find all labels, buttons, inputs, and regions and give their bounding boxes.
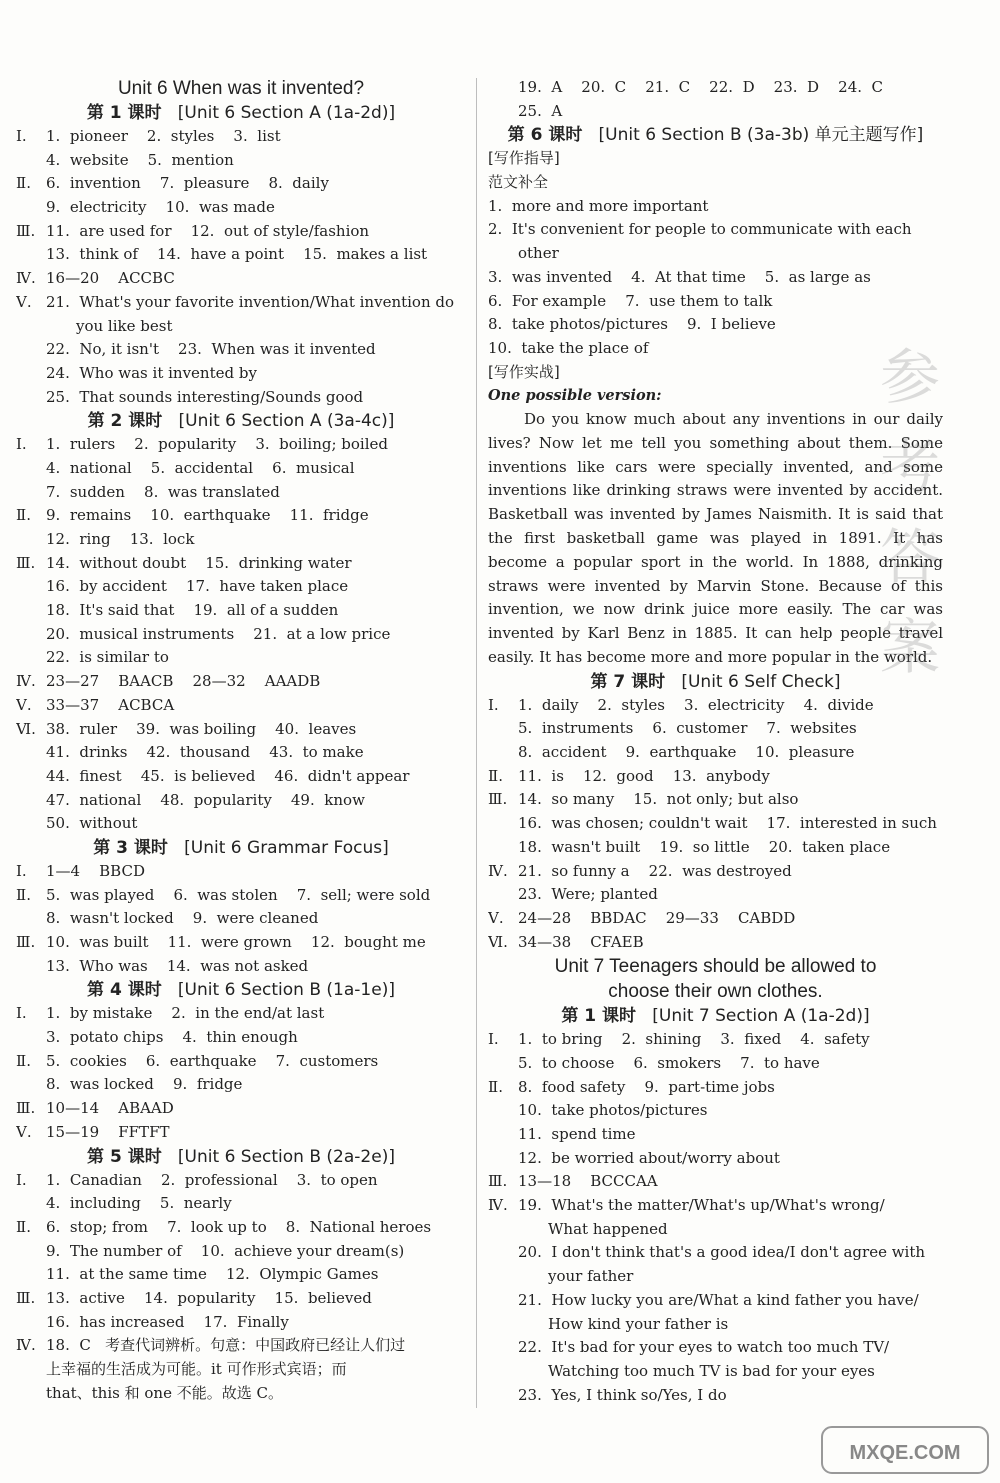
- answer-text: 16. has increased 17. Finally: [46, 1312, 289, 1331]
- answer-line: [16, 907, 466, 931]
- section-number: Ⅱ.: [16, 506, 31, 525]
- answer-line: [488, 694, 943, 718]
- answer-text: 1. more and more important: [488, 196, 709, 215]
- answer-line: [16, 1382, 466, 1406]
- answer-text: 34—38 CFAEB: [518, 932, 644, 951]
- answer-line: [16, 646, 466, 670]
- answer-line: [488, 765, 943, 789]
- answer-line: [488, 1218, 943, 1242]
- answer-text: 上幸福的生活成为可能。it 可作形式宾语；而: [46, 1360, 347, 1378]
- column-divider: [476, 78, 477, 1408]
- answer-line: [488, 1052, 943, 1076]
- answer-line: [16, 457, 466, 481]
- section-number: Ⅲ.: [16, 221, 36, 240]
- answer-text: 14. without doubt 15. drinking water: [46, 553, 352, 572]
- answer-text: 23. Yes, I think so/Yes, I do: [518, 1385, 727, 1404]
- answer-line: [16, 789, 466, 813]
- answer-line: [16, 599, 466, 623]
- answer-text: 7. sudden 8. was translated: [46, 482, 280, 501]
- lesson-title: [Unit 6 Section B (2a-2e)]: [177, 1146, 395, 1167]
- answer-line: [16, 1311, 466, 1335]
- answer-text: 15—19 FFTFT: [46, 1122, 170, 1141]
- answer-line: [16, 884, 466, 908]
- answer-line: [488, 860, 943, 884]
- answer-line: [488, 931, 943, 955]
- answer-text: 10. take the place of: [488, 338, 649, 357]
- lesson-label: 第 1 课时: [86, 103, 162, 123]
- answer-line: [16, 670, 466, 694]
- right-column: [488, 76, 943, 1407]
- answer-text: Watching too much TV is bad for your eyes: [548, 1361, 875, 1380]
- answer-text: 33—37 ACBCA: [46, 695, 175, 714]
- answer-text: 16—20 ACCBC: [46, 269, 175, 288]
- lesson-label: 第 1 课时: [561, 1006, 637, 1027]
- logo-text: MXQE.COM: [849, 1442, 961, 1464]
- section-number: Ⅱ.: [16, 1217, 31, 1236]
- section-number: Ⅲ.: [16, 1288, 36, 1307]
- answer-text: 8. wasn't locked 9. were cleaned: [46, 909, 319, 928]
- answer-line: [16, 1121, 466, 1145]
- answer-text: 22. is similar to: [46, 648, 169, 667]
- answer-line: [488, 1289, 943, 1313]
- answer-text: 4. including 5. nearly: [46, 1194, 232, 1213]
- answer-line: [488, 195, 943, 219]
- answer-text: 18. It's said that 19. all of a sudden: [46, 601, 339, 620]
- answer-text: 10. was built 11. were grown 12. bought me: [46, 933, 426, 951]
- answer-text: that、this 和 one 不能。故选 C。: [46, 1383, 283, 1402]
- answer-line: [488, 1028, 943, 1052]
- answer-text: 5. was played 6. was stolen 7. sell; were sold: [46, 885, 431, 904]
- answer-text: 9. electricity 10. was made: [46, 198, 275, 217]
- answer-text: 8. take photos/pictures 9. I believe: [488, 315, 776, 334]
- section-number: Ⅰ.: [16, 1170, 27, 1189]
- answer-line: [16, 931, 466, 955]
- answer-text: 5. to choose 6. smokers 7. to have: [518, 1053, 820, 1072]
- right-top-block: [488, 76, 943, 408]
- answer-line: [488, 266, 943, 290]
- answer-line: [16, 1192, 466, 1216]
- section-number: Ⅰ.: [488, 1030, 499, 1049]
- answer-text: 12. ring 13. lock: [46, 530, 195, 548]
- answer-text: 47. national 48. popularity 49. know: [46, 790, 365, 809]
- answer-line: [488, 717, 943, 741]
- answer-line: [488, 741, 943, 765]
- answer-text: 5. instruments 6. customer 7. websites: [518, 719, 857, 738]
- answer-line: [488, 242, 943, 266]
- section-number: Ⅰ.: [16, 435, 27, 454]
- section-number: Ⅰ.: [16, 861, 27, 880]
- section-number: Ⅳ.: [16, 1336, 36, 1355]
- answer-line: [16, 433, 466, 457]
- answer-line: [16, 1026, 466, 1050]
- answer-text: 8. accident 9. earthquake 10. pleasure: [518, 743, 855, 762]
- answer-text: 9. The number of 10. achieve your dream(s): [46, 1241, 405, 1260]
- site-logo: [820, 1423, 990, 1477]
- answer-text: 25. That sounds interesting/Sounds good: [46, 387, 364, 406]
- answer-line: [488, 290, 943, 314]
- section-number: Ⅵ.: [16, 719, 36, 738]
- lesson-heading: [16, 836, 466, 860]
- answer-text: 20. I don't think that's a good idea/I don't agree with: [518, 1243, 926, 1262]
- answer-text: 25. A: [518, 101, 563, 120]
- answer-text: 1. pioneer 2. styles 3. list: [46, 127, 281, 145]
- section-number: Ⅴ.: [16, 292, 32, 311]
- answer-line: [16, 765, 466, 789]
- answer-text: 6. stop; from 7. look up to 8. National heroes: [46, 1217, 432, 1236]
- answer-line: [16, 1216, 466, 1240]
- lesson-title: [Unit 6 Section B (1a-1e)]: [177, 980, 395, 1001]
- answer-text: 11. is 12. good 13. anybody: [518, 766, 770, 785]
- answer-text: What happened: [548, 1219, 668, 1238]
- lesson-heading: [16, 409, 466, 433]
- lesson-title: [Unit 6 Self Check]: [681, 671, 841, 692]
- answer-text: 11. spend time: [518, 1125, 636, 1144]
- right-bottom-block: [488, 670, 943, 1408]
- answer-line: [488, 1241, 943, 1265]
- answer-text: 9. remains 10. earthquake 11. fridge: [46, 506, 369, 525]
- answer-text: 10—14 ABAAD: [46, 1099, 174, 1118]
- answer-line: [488, 1099, 943, 1123]
- answer-line: [488, 313, 943, 337]
- section-number: Ⅴ.: [16, 1122, 32, 1141]
- answer-line: [16, 267, 466, 291]
- answer-line: [488, 1384, 943, 1408]
- answer-text: 1—4 BBCD: [46, 861, 145, 880]
- answer-line: [16, 1263, 466, 1287]
- answer-line: [488, 1265, 943, 1289]
- answer-text: 19. What's the matter/What's up/What's wrong/: [518, 1196, 885, 1215]
- answer-text: 19. A 20. C 21. C 22. D 23. D 24. C: [518, 78, 884, 96]
- answer-text: 16. by accident 17. have taken place: [46, 577, 349, 596]
- section-number: Ⅱ.: [16, 174, 31, 193]
- answer-line: [16, 552, 466, 576]
- section-number: Ⅰ.: [16, 1004, 27, 1023]
- answer-line: [16, 149, 466, 173]
- lesson-title: [Unit 7 Section A (1a-2d)]: [652, 1006, 870, 1027]
- answer-line: [16, 196, 466, 220]
- answer-line: [488, 100, 943, 124]
- answer-line: [16, 1169, 466, 1193]
- answer-line: [16, 291, 466, 315]
- answer-line: [488, 337, 943, 361]
- answer-line: [16, 1097, 466, 1121]
- answer-line: [488, 1313, 943, 1337]
- answer-text: 1. daily 2. styles 3. electricity 4. divide: [518, 695, 874, 714]
- section-number: Ⅰ.: [16, 127, 27, 145]
- answer-text: 13. active 14. popularity 15. believed: [46, 1288, 372, 1307]
- section-number: Ⅴ.: [488, 908, 504, 927]
- answer-text: 23. Were; planted: [518, 885, 658, 904]
- answer-line: [488, 1170, 943, 1194]
- section-label: [写作指导]: [488, 149, 560, 168]
- answer-text: 4. national 5. accidental 6. musical: [46, 458, 355, 477]
- answer-line: [488, 76, 943, 100]
- section-number: Ⅱ.: [16, 1051, 31, 1070]
- answer-text: 13. think of 14. have a point 15. makes a list: [46, 245, 428, 264]
- answer-text: 11. at the same time 12. Olympic Games: [46, 1265, 379, 1284]
- answer-line: [16, 386, 466, 410]
- answer-text: 8. food safety 9. part-time jobs: [518, 1077, 775, 1096]
- answer-line: [16, 860, 466, 884]
- answer-line: [488, 812, 943, 836]
- answer-text: 22. It's bad for your eyes to watch too much TV/: [518, 1338, 890, 1357]
- section-label: [写作实战]: [488, 362, 560, 381]
- answer-line: [488, 1076, 943, 1100]
- answer-text: 6. For example 7. use them to talk: [488, 291, 773, 310]
- answer-line: [16, 125, 466, 149]
- lesson-label: 第 4 课时: [87, 980, 162, 1001]
- answer-text: 21. How lucky you are/What a kind father you have/: [518, 1290, 919, 1309]
- answer-line: [16, 694, 466, 718]
- answer-text: 18. wasn't built 19. so little 20. taken place: [518, 837, 891, 856]
- answer-text: 1. rulers 2. popularity 3. boiling; boiled: [46, 435, 388, 454]
- lesson-heading: [488, 123, 943, 147]
- sample-essay: Do you know much about any inventions in our daily lives? Now let me tell you something about them. Some inventions like cars were specially invented, and some inventions like drinking straws were invented by accident. Basketball was invented by James Naismith. It is said that the first basketball game was played in 1891. It has become a popular sport in the world. In 1888, drinking straws were invented by Marvin Stone. Because of this invention, we now drink juice more easily. The car was invented by Karl Benz in 1885. It can help people travel easily. It has become more and more popular in the world.: [488, 409, 943, 666]
- section-number: Ⅲ.: [488, 1172, 508, 1191]
- section-number: Ⅰ.: [488, 695, 499, 714]
- lesson-title: [Unit 6 Section A (1a-2d)]: [177, 103, 396, 123]
- answer-text: 20. musical instruments 21. at a low price: [46, 624, 391, 643]
- answer-line: [16, 504, 466, 528]
- answer-text: 2. It's convenient for people to communicate with each: [488, 220, 912, 239]
- answer-line: [488, 1194, 943, 1218]
- answer-text: 16. was chosen; couldn't wait 17. interested in such: [518, 814, 937, 833]
- section-label: 范文补全: [488, 173, 549, 192]
- answer-text: 11. are used for 12. out of style/fashion: [46, 221, 370, 240]
- left-column: [16, 76, 466, 1405]
- answer-text: 14. so many 15. not only; but also: [518, 790, 799, 809]
- answer-text: 1. by mistake 2. in the end/at last: [46, 1004, 325, 1023]
- answer-line: [16, 955, 466, 979]
- section-number: Ⅳ.: [16, 672, 36, 691]
- answer-line: [16, 481, 466, 505]
- lesson-heading: [16, 101, 466, 125]
- answer-text: How kind your father is: [548, 1314, 729, 1333]
- answer-line: [16, 528, 466, 552]
- lesson-heading: [488, 1004, 943, 1028]
- answer-text: 1. Canadian 2. professional 3. to open: [46, 1170, 378, 1189]
- answer-line: [16, 1050, 466, 1074]
- answer-line: [16, 220, 466, 244]
- answer-text: 24—28 BBDAC 29—33 CABDD: [518, 908, 796, 927]
- answer-line: [488, 1336, 943, 1360]
- answer-text: 41. drinks 42. thousand 43. to make: [46, 743, 364, 762]
- section-number: Ⅱ.: [488, 766, 503, 785]
- section-number: Ⅳ.: [488, 861, 508, 880]
- section-number: Ⅴ.: [16, 695, 32, 714]
- answer-text: 5. cookies 6. earthquake 7. customers: [46, 1051, 379, 1070]
- answer-text: 22. No, it isn't 23. When was it invented: [46, 340, 376, 359]
- answer-line: [16, 1002, 466, 1026]
- watermark-char: 参: [880, 343, 940, 413]
- answer-text: 38. ruler 39. was boiling 40. leaves: [46, 719, 357, 738]
- lesson-title: [Unit 6 Section B (3a-3b) 单元主题写作]: [598, 125, 924, 146]
- answer-line: [488, 1147, 943, 1171]
- answer-line: [488, 788, 943, 812]
- answer-line: [16, 1240, 466, 1264]
- answer-line: [16, 1358, 466, 1382]
- answer-line: [16, 1334, 466, 1358]
- answer-text: other: [518, 244, 559, 263]
- answer-line: [16, 812, 466, 836]
- lesson-heading: [488, 670, 943, 694]
- answer-text: 1. to bring 2. shining 3. fixed 4. safety: [518, 1030, 870, 1049]
- answer-text: 10. take photos/pictures: [518, 1101, 708, 1120]
- answer-text: 18. C 考查代词辨析。句意：中国政府已经让人们过: [46, 1336, 406, 1355]
- answer-line: [16, 741, 466, 765]
- unit-title: Unit 7 Teenagers should be allowed to: [554, 956, 877, 978]
- essay-heading: One possible version:: [488, 387, 662, 405]
- section-number: Ⅲ.: [488, 790, 508, 809]
- lesson-label: 第 2 课时: [87, 411, 163, 432]
- lesson-title: [Unit 6 Section A (3a-4c)]: [178, 411, 395, 432]
- answer-text: 23—27 BAACB 28—32 AAADB: [46, 672, 321, 691]
- answer-line: [16, 338, 466, 362]
- answer-line: [16, 1287, 466, 1311]
- section-number: Ⅱ.: [488, 1077, 503, 1096]
- answer-line: [16, 362, 466, 386]
- answer-line: [488, 883, 943, 907]
- answer-text: 6. invention 7. pleasure 8. daily: [46, 174, 329, 193]
- answer-line: [488, 1360, 943, 1384]
- answer-text: 12. be worried about/worry about: [518, 1148, 780, 1167]
- watermark-char: 考: [880, 433, 940, 503]
- answer-text: 3. potato chips 4. thin enough: [46, 1028, 298, 1047]
- answer-text: 44. finest 45. is believed 46. didn't appear: [46, 766, 410, 785]
- answer-line: [488, 218, 943, 242]
- answer-line: [16, 1073, 466, 1097]
- answer-line: [488, 1123, 943, 1147]
- answer-text: 21. What's your favorite invention/What invention do: [46, 292, 455, 311]
- answer-line: [16, 243, 466, 267]
- answer-text: 4. website 5. mention: [46, 150, 234, 169]
- section-number: Ⅵ.: [488, 932, 508, 951]
- section-number: Ⅱ.: [16, 885, 31, 904]
- answer-text: 21. so funny a 22. was destroyed: [518, 861, 792, 880]
- answer-text: 13—18 BCCCAA: [518, 1172, 658, 1191]
- lesson-heading: [16, 1145, 466, 1169]
- answer-line: [16, 172, 466, 196]
- section-number: Ⅲ.: [16, 553, 36, 572]
- answer-line: [488, 836, 943, 860]
- unit-title: Unit 6 When was it invented?: [117, 78, 365, 99]
- answer-line: [16, 623, 466, 647]
- answer-text: 50. without: [46, 814, 138, 833]
- watermark-char: 答: [880, 523, 940, 593]
- answer-text: 3. was invented 4. At that time 5. as large as: [488, 267, 871, 286]
- section-number: Ⅲ.: [16, 1099, 36, 1118]
- answer-text: 24. Who was it invented by: [46, 363, 257, 382]
- answer-text: 13. Who was 14. was not asked: [46, 956, 309, 975]
- answer-line: [16, 575, 466, 599]
- answer-line: [488, 907, 943, 931]
- watermark-char: 案: [880, 613, 940, 683]
- lesson-title: [Unit 6 Grammar Focus]: [184, 837, 389, 858]
- lesson-heading: [16, 978, 466, 1002]
- lesson-label: 第 6 课时: [507, 125, 583, 146]
- answer-text: 8. was locked 9. fridge: [46, 1075, 243, 1094]
- answer-text: you like best: [76, 316, 173, 335]
- section-number: Ⅲ.: [16, 933, 36, 951]
- lesson-label: 第 3 课时: [93, 837, 168, 858]
- answer-text: your father: [548, 1267, 634, 1286]
- lesson-label: 第 5 课时: [87, 1146, 162, 1167]
- section-number: Ⅳ.: [488, 1196, 508, 1215]
- answer-line: [16, 718, 466, 742]
- unit-title: choose their own clothes.: [608, 981, 823, 1003]
- lesson-label: 第 7 课时: [590, 671, 666, 692]
- answer-line: [16, 315, 466, 339]
- section-number: Ⅳ.: [16, 269, 36, 288]
